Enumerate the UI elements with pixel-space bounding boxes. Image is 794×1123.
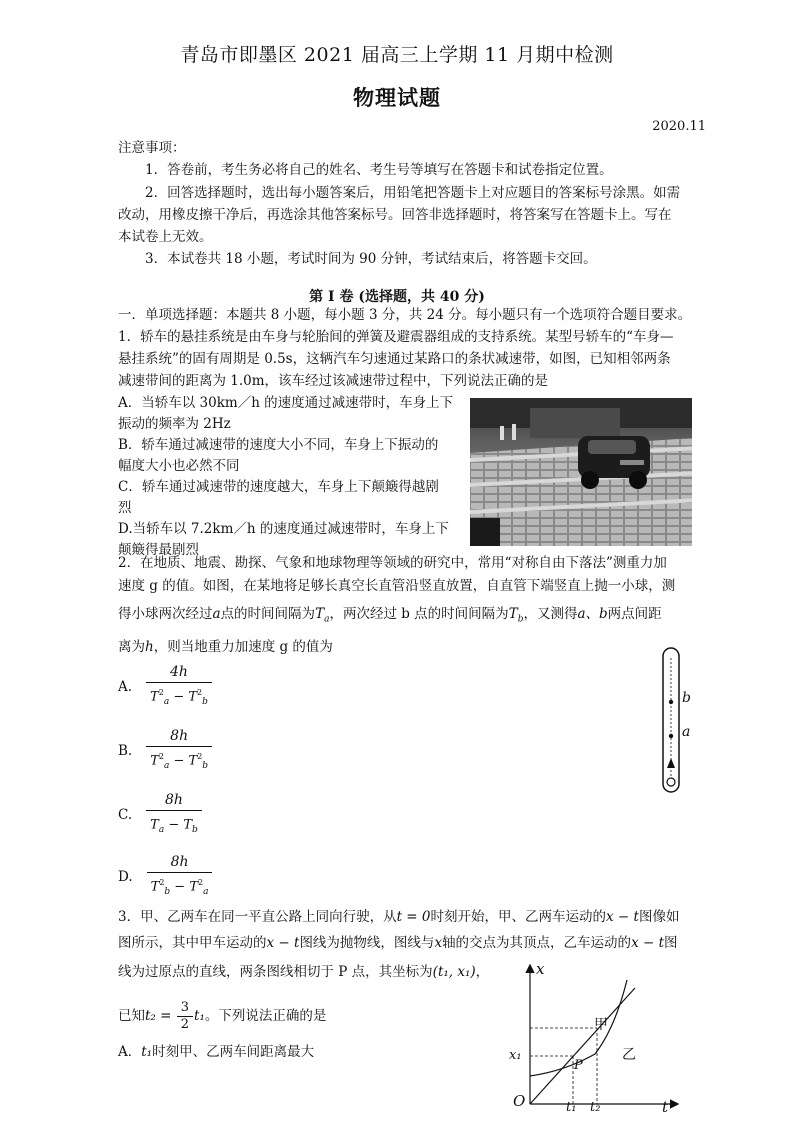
q2-option-label: C. — [118, 806, 133, 823]
q1-option-a-line-2: 振动的频率为 2Hz — [118, 416, 231, 432]
graph-t1-label: t₁ — [566, 1100, 577, 1115]
graph-t-axis-label: t — [662, 1098, 669, 1116]
subject-title: 物理试题 — [353, 85, 441, 110]
q2-stem-line-1: 2．在地质、地震、勘探、气象和地球物理等领域的研究中，常用“对称自由下落法”测重力加 — [118, 555, 667, 571]
q2-option-fraction: $\frac{8h}{T^2_a - T^2_b}$ — [146, 726, 212, 776]
q1-option-d-line-2: 颠簸得最剧烈 — [118, 542, 199, 558]
tube-point-a-label: a — [682, 724, 691, 740]
exam-date: 2020.11 — [652, 119, 706, 134]
graph-origin-label: O — [513, 1092, 526, 1110]
notice-item-2-line-2: 改动，用橡皮擦干净后，再选涂其他答案标号。回答非选择题时，将答案写在答题卡上。写在 — [118, 207, 672, 223]
q2-option-label: A. — [118, 678, 133, 695]
q1-option-b-line-2: 幅度大小也必然不同 — [118, 458, 240, 474]
q2-option-label: D. — [118, 868, 133, 885]
q1-option-b-line-1: B．轿车通过减速带的速度大小不同，车身上下振动的 — [118, 437, 439, 453]
tube-point-b-label: b — [682, 690, 691, 706]
q1-option-c-line-1: C．轿车通过减速带的速度越大，车身上下颠簸得越剧 — [118, 479, 439, 495]
q3-option-a: A．t₁时刻甲、乙两车间距离最大 — [118, 1044, 315, 1060]
q1-stem-line-2: 悬挂系统”的固有周期是 0.5s，这辆汽车匀速通过某路口的条状减速带，如图，已知相邻两条 — [118, 351, 671, 367]
q1-option-c-line-2: 烈 — [118, 500, 132, 516]
q2-stem-line-4: 离为h，则当地重力加速度 g 的值为 — [118, 639, 333, 655]
notice-item-3: 3．本试卷共 18 小题，考试时间为 90 分钟，考试结束后，将答题卡交回。 — [145, 251, 597, 267]
notice-item-1: 1．答卷前，考生务必将自己的姓名、考生号等填写在答题卡和试卷指定位置。 — [145, 162, 613, 178]
q3-stem-line-4: 已知t₂ = $\frac{3}{2}$ t₁。下列说法正确的是 — [118, 1000, 327, 1032]
q1-stem-line-3: 减速带间的距离为 1.0m，该车经过该减速带过程中，下列说法正确的是 — [118, 373, 549, 389]
q3-stem-line-1: 3．甲、乙两车在同一平直公路上同向行驶，从t = 0时刻开始，甲、乙两车运动的x − t图像如 — [118, 909, 680, 925]
speed-bump-car-photo — [470, 398, 692, 546]
section-title: 第 I 卷 (选择题，共 40 分) — [309, 289, 485, 305]
q2-stem-line-3: 得小球两次经过a点的时间间隔为$T_a$，两次经过 b 点的时间间隔为$T_b$，又测得a、b两点间距 — [118, 606, 662, 625]
q2-option-c — [118, 790, 202, 840]
q1-option-a-line-1: A．当轿车以 30km／h 的速度通过减速带时，车身上下 — [118, 395, 454, 411]
q3-stem-line-3: 线为过原点的直线，两条图线相切于 P 点，其坐标为(t₁, x₁)， — [118, 964, 490, 980]
exam-title: 青岛市即墨区 2021 届高三上学期 11 月期中检测 — [180, 44, 614, 66]
q1-stem-line-1: 1．轿车的悬挂系统是由车身与轮胎间的弹簧及避震器组成的支持系统。某型号轿车的“车身— — [118, 329, 674, 345]
q2-option-fraction: $\frac{8h}{T^2_b - T^2_a}$ — [147, 852, 213, 902]
part1-instructions: 一．单项选择题：本题共 8 小题，每小题 3 分，共 24 分。每小题只有一个选项符合题目要求。 — [118, 307, 692, 323]
q2-option-a — [118, 662, 212, 712]
q2-option-fraction: $\frac{8h}{T_a - T_b}$ — [146, 790, 202, 840]
q3-stem-line-2: 图所示，其中甲车运动的x − t图线为抛物线，图线与x轴的交点为其顶点，乙车运动的x − t图 — [118, 935, 678, 951]
graph-point-p-label: P — [574, 1058, 583, 1073]
graph-x1-label: x₁ — [509, 1048, 522, 1063]
q2-option-fraction: $\frac{4h}{T^2_a - T^2_b}$ — [146, 662, 212, 712]
q2-option-label: B. — [118, 742, 133, 759]
graph-x-label: x — [536, 960, 545, 978]
q2-option-d — [118, 852, 212, 902]
vacuum-tube-figure — [655, 646, 695, 798]
q1-option-d-line-1: D.当轿车以 7.2km／h 的速度通过减速带时，车身上下 — [118, 521, 449, 537]
graph-jia-label: 甲 — [594, 1017, 608, 1033]
q2-option-b — [118, 726, 212, 776]
notice-item-2-line-3: 本试卷上无效。 — [118, 229, 213, 245]
graph-t2-label: t₂ — [590, 1100, 601, 1115]
graph-yi-label: 乙 — [622, 1047, 636, 1063]
notice-item-2-line-1: 2．回答选择题时，选出每小题答案后，用铅笔把答题卡上对应题目的答案标号涂黑。如需 — [145, 185, 681, 201]
notice-heading: 注意事项： — [118, 140, 186, 156]
q2-stem-line-2: 速度 g 的值。如图，在某地将足够长真空长直管沿竖直放置，自直管下端竖直上抛一小球，测 — [118, 578, 676, 594]
